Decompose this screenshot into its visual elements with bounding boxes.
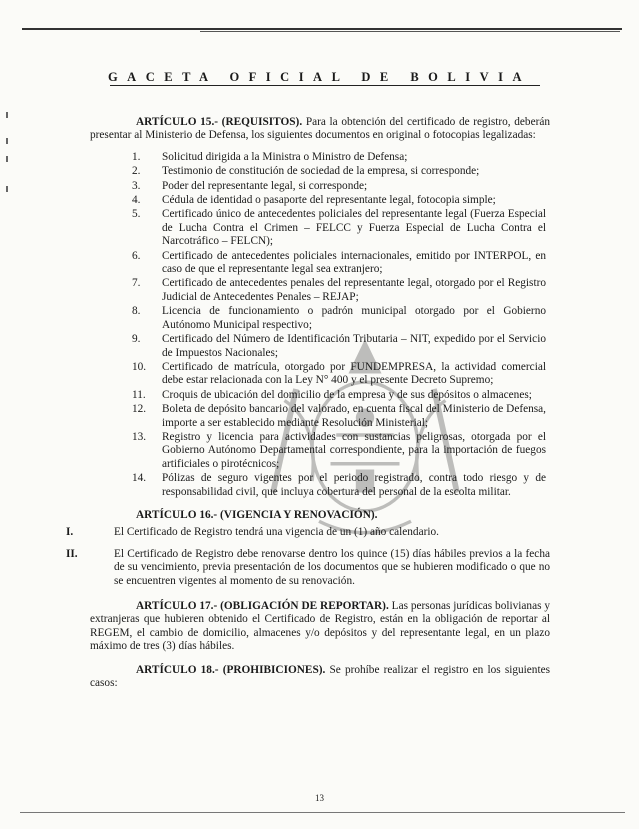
requirement-number: 1. (132, 150, 141, 163)
requirement-item (90, 151, 550, 164)
requirement-text: Cédula de identidad o pasaporte del representante legal, fotocopia simple; (162, 194, 496, 207)
requirement-text: Boleta de depósito bancario del valorado, en cuenta fiscal del Ministerio de Defensa, importe a ser establecido mediante Resolución Ministerial; (162, 403, 546, 429)
requirement-number: 5. (132, 208, 141, 221)
article-17-text: Las personas jurídicas bolivianas y extranjeras que hubieren obtenido el Certificado de Registro, están en la obligación de reportar al REGEM, el cambio de domicilio, almacenes y/o depósitos y del representante legal, en un plazo máximo de tres (3) días hábiles. (90, 600, 550, 653)
requirement-text: Poder del representante legal, si corresponde; (162, 179, 368, 192)
requirement-text: Certificado de antecedentes policiales internacionales, emitido por INTERPOL, en caso de que el representante legal sea extranjero; (162, 249, 546, 276)
requirement-item (90, 403, 550, 430)
requirement-text: Licencia de funcionamiento o padrón municipal otorgado por el Gobierno Autónomo Municipal respectivo; (162, 305, 546, 331)
article-17 (90, 600, 550, 654)
requirement-text: Pólizas de seguro vigentes por el periodo registrado, contra todo riesgo y de responsabilidad civil, que incluya cobertura del personal de la escolta militar. (162, 472, 546, 498)
point-number: I. (66, 526, 74, 539)
requirement-text: Certificado único de antecedentes policiales del representante legal (Fuerza Especial de Lucha Contra el Crimen – FELCC y Fuerza Especial de Lucha Contra el Narcotráfico – FELCN); (162, 208, 546, 248)
requirement-number: 6. (132, 249, 141, 262)
requirement-text: Certificado de matrícula, otorgado por FUNDEMPRESA, la actividad comercial debe estar relacionada con la Ley N° 400 y el presente Decreto Supremo; (162, 360, 546, 387)
document-body (66, 116, 551, 697)
point-number: II. (66, 547, 78, 560)
top-rule-secondary (200, 31, 620, 32)
requirement-number: 8. (132, 305, 141, 318)
margin-mark (6, 156, 8, 162)
requirement-number: 7. (132, 277, 141, 290)
article-16-title: ARTÍCULO 16.- (VIGENCIA Y RENOVACIÓN). (136, 508, 378, 521)
requirement-text: Certificado del Número de Identificación Tributaria – NIT, expedido por el Servicio de Impuestos Nacionales; (162, 333, 546, 359)
article-18-text: Se prohíbe realizar el registro en los siguientes casos: (90, 663, 550, 690)
requirement-item (90, 389, 550, 402)
margin-mark (6, 138, 8, 144)
requirement-item (90, 333, 550, 360)
requirement-item (90, 208, 550, 248)
requirement-text: Testimonio de constitución de sociedad de la empresa, si corresponde; (162, 165, 480, 178)
requirement-text: Croquis de ubicación del domicilio de la empresa y de sus depósitos o almacenes; (162, 388, 532, 401)
requirement-number: 13. (132, 430, 147, 443)
margin-mark (6, 112, 8, 118)
article-18-title: ARTÍCULO 18.- (PROHIBICIONES). (136, 663, 326, 676)
article-16 (90, 509, 550, 522)
requirement-item (90, 305, 550, 332)
bottom-rule (20, 812, 625, 813)
requirement-item (90, 194, 550, 207)
requirement-number: 11. (132, 388, 146, 401)
requirements-list (90, 151, 550, 499)
article-18 (90, 664, 550, 691)
requirement-number: 9. (132, 333, 141, 346)
article-17-title: ARTÍCULO 17.- (OBLIGACIÓN DE REPORTAR). (136, 600, 389, 612)
header-underline (110, 85, 540, 86)
gazette-header: GACETA OFICIAL DE BOLIVIA (107, 70, 532, 84)
requirement-number: 10. (132, 360, 147, 373)
requirement-text: Certificado de antecedentes penales del representante legal, otorgado por el Registro Judicial de Antecedentes Penales – REJAP; (162, 277, 546, 303)
requirement-number: 14. (132, 472, 147, 485)
article-15-intro: Para la obtención del certificado de registro, deberán presentar al Ministerio de Defensa, los siguientes documentos en original o fotocopias legalizadas: (90, 116, 551, 142)
page-number: 13 (315, 793, 324, 803)
requirement-text: Solicitud dirigida a la Ministra o Ministro de Defensa; (162, 150, 408, 163)
requirement-item (90, 165, 550, 178)
requirement-item (90, 250, 550, 277)
article-15-title: ARTÍCULO 15.- (REQUISITOS). (136, 116, 303, 128)
requirement-number: 12. (132, 403, 147, 416)
article-16-point-2 (66, 547, 550, 588)
requirement-number: 2. (132, 165, 141, 178)
requirement-item (90, 361, 550, 388)
margin-mark (6, 186, 8, 192)
requirement-item (90, 277, 550, 304)
point-text: El Certificado de Registro tendrá una vigencia de un (1) año calendario. (114, 526, 439, 539)
point-text: El Certificado de Registro debe renovarse dentro los quince (15) días hábiles previos a la fecha de su vencimiento, previa presentación de los documentos que se hubieren modificado o que no se encuentren vigentes al momento de su renovación. (114, 547, 550, 587)
article-16-point-1 (66, 526, 550, 539)
requirement-item (90, 180, 550, 193)
requirement-item (90, 472, 550, 499)
article-15 (90, 116, 550, 143)
requirement-number: 3. (132, 179, 141, 192)
requirement-text: Registro y licencia para actividades con sustancias peligrosas, otorgada por el Gobierno Autónomo Departamental correspondiente, para la importación de fuegos artificiales o pirotécnicos; (162, 430, 546, 470)
top-rule (22, 28, 622, 30)
requirement-number: 4. (132, 194, 141, 207)
requirement-item (90, 431, 550, 471)
